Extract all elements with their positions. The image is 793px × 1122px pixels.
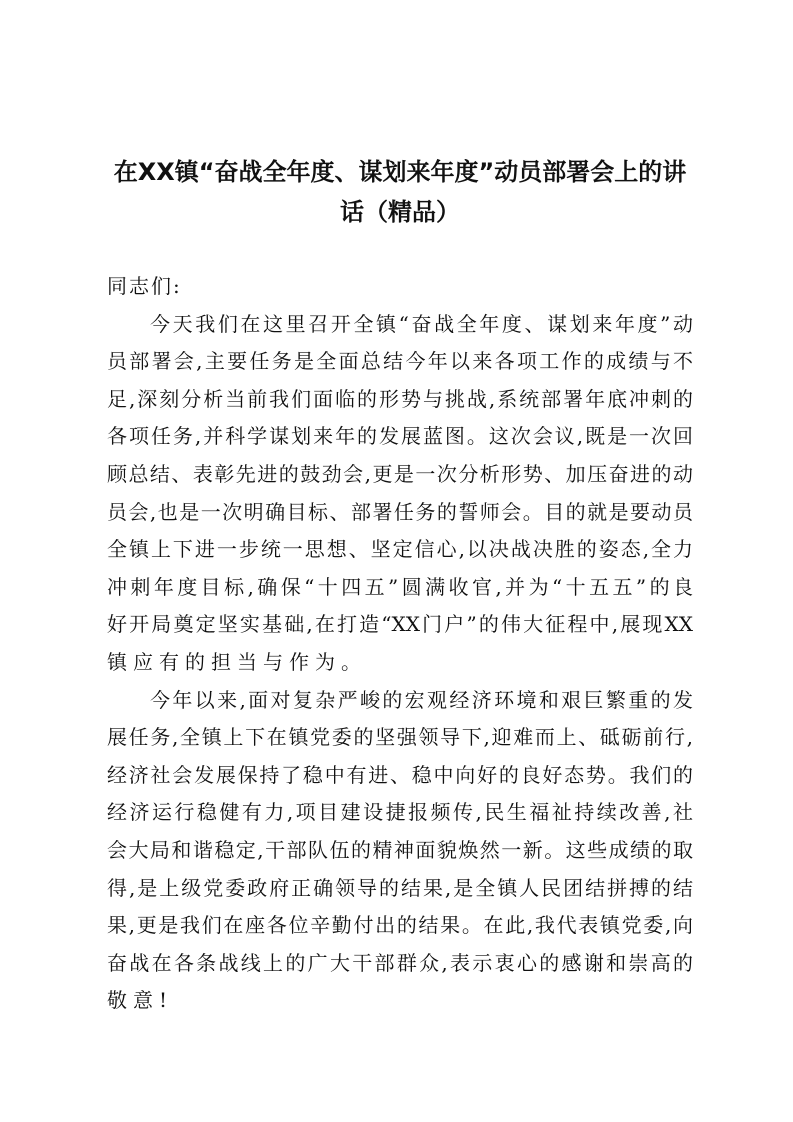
paragraph-line: 经济运行稳健有力,项目建设捷报频传,民生福祉持续改善,社 bbox=[107, 800, 693, 825]
paragraph-line: 冲刺年度目标,确保“十四五”圆满收官,并为“十五五”的良 bbox=[107, 574, 693, 599]
paragraph-line: 敬意! bbox=[107, 988, 174, 1013]
greeting: 同志们: bbox=[107, 274, 182, 298]
paragraph-line: 好开局奠定坚实基础,在打造“XX门户”的伟大征程中,展现XX bbox=[107, 612, 693, 637]
document-title-line-2: 话（精品） bbox=[340, 198, 460, 226]
paragraph-line: 展任务,全镇上下在镇党委的坚强领导下,迎难而上、砥砺前行, bbox=[107, 725, 693, 750]
paragraph-line: 员部署会,主要任务是全面总结今年以来各项工作的成绩与不 bbox=[107, 349, 693, 374]
paragraph-line: 顾总结、表彰先进的鼓劲会,更是一次分析形势、加压奋进的动 bbox=[107, 461, 693, 486]
paragraph-line: 镇应有的担当与作为。 bbox=[107, 649, 367, 674]
paragraph-line: 今年以来,面对复杂严峻的宏观经济环境和艰巨繁重的发 bbox=[150, 687, 693, 712]
paragraph-line: 各项任务,并科学谋划来年的发展蓝图。这次会议,既是一次回 bbox=[107, 424, 693, 449]
paragraph-line: 全镇上下进一步统一思想、坚定信心,以决战决胜的姿态,全力 bbox=[107, 537, 693, 562]
paragraph-line: 员会,也是一次明确目标、部署任务的誓师会。目的就是要动员 bbox=[107, 499, 693, 524]
paragraph-line: 足,深刻分析当前我们面临的形势与挑战,系统部署年底冲刺的 bbox=[107, 386, 693, 411]
paragraph-line: 得,是上级党委政府正确领导的结果,是全镇人民团结拼搏的结 bbox=[107, 875, 693, 900]
paragraph-line: 经济社会发展保持了稳中有进、稳中向好的良好态势。我们的 bbox=[107, 762, 693, 787]
paragraph-line: 今天我们在这里召开全镇“奋战全年度、谋划来年度”动 bbox=[150, 311, 693, 336]
paragraph-line: 果,更是我们在座各位辛勤付出的结果。在此,我代表镇党委,向 bbox=[107, 913, 693, 938]
document-title-line-1: 在XX镇“奋战全年度、谋划来年度”动员部署会上的讲 bbox=[113, 158, 687, 186]
paragraph-line: 会大局和谐稳定,干部队伍的精神面貌焕然一新。这些成绩的取 bbox=[107, 837, 693, 862]
paragraph-line: 奋战在各条战线上的广大干部群众,表示衷心的感谢和崇高的 bbox=[107, 950, 693, 975]
